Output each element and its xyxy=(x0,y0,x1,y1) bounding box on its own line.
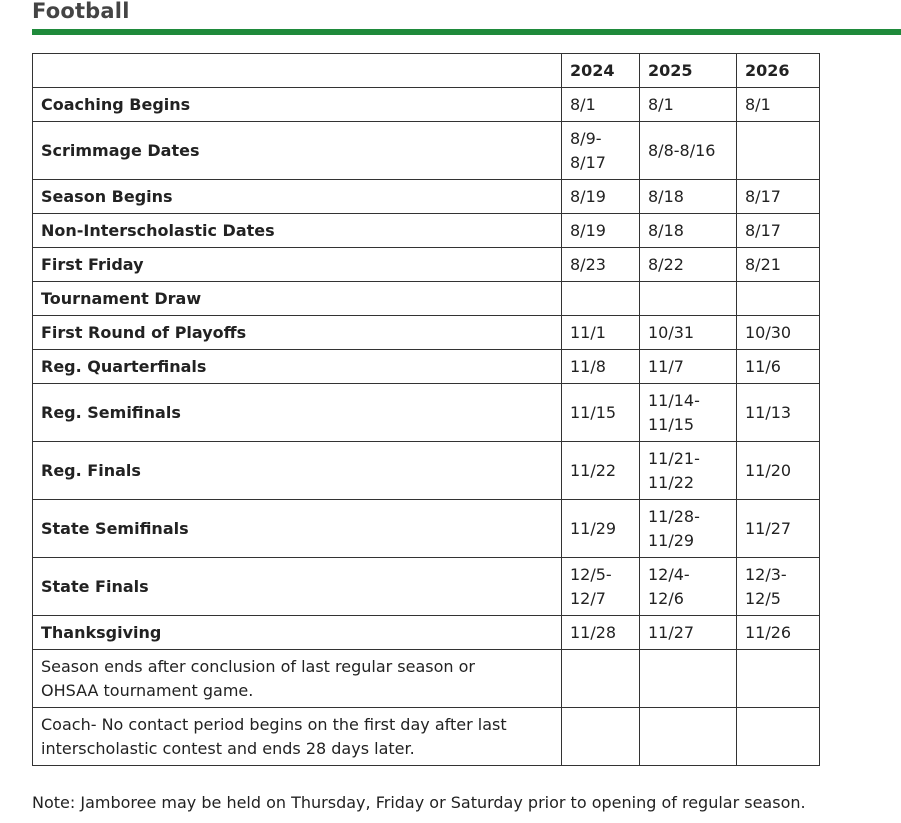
cell-2024 xyxy=(562,282,640,316)
cell-2024: 8/19 xyxy=(562,180,640,214)
cell-2025: 8/18 xyxy=(640,214,737,248)
cell-2025: 11/21- 11/22 xyxy=(640,442,737,500)
cell-2026: 10/30 xyxy=(737,316,820,350)
cell-2026: 11/6 xyxy=(737,350,820,384)
empty-cell xyxy=(562,708,640,766)
cell-2025: 10/31 xyxy=(640,316,737,350)
empty-cell xyxy=(737,650,820,708)
cell-2025: 8/18 xyxy=(640,180,737,214)
empty-cell xyxy=(737,708,820,766)
cell-2024: 12/5- 12/7 xyxy=(562,558,640,616)
row-label: State Finals xyxy=(33,558,562,616)
cell-2024: 11/15 xyxy=(562,384,640,442)
cell-2024: 11/8 xyxy=(562,350,640,384)
cell-2024: 8/23 xyxy=(562,248,640,282)
schedule-table xyxy=(32,53,820,766)
cell-2026: 11/27 xyxy=(737,500,820,558)
cell-2026 xyxy=(737,122,820,180)
cell-2024: 11/22 xyxy=(562,442,640,500)
row-label: Tournament Draw xyxy=(33,282,562,316)
row-label: Reg. Semifinals xyxy=(33,384,562,442)
empty-cell xyxy=(640,650,737,708)
row-label: Scrimmage Dates xyxy=(33,122,562,180)
empty-cell xyxy=(640,708,737,766)
cell-2026: 8/17 xyxy=(737,214,820,248)
table-row xyxy=(33,350,820,384)
cell-2025 xyxy=(640,282,737,316)
row-label: First Round of Playoffs xyxy=(33,316,562,350)
cell-2026: 11/26 xyxy=(737,616,820,650)
table-row xyxy=(33,282,820,316)
table-row xyxy=(33,500,820,558)
table-row xyxy=(33,248,820,282)
row-label: Reg. Finals xyxy=(33,442,562,500)
header-blank-cell xyxy=(33,54,562,88)
cell-2026: 11/13 xyxy=(737,384,820,442)
cell-2026: 8/1 xyxy=(737,88,820,122)
table-row xyxy=(33,558,820,616)
row-label: Reg. Quarterfinals xyxy=(33,350,562,384)
empty-cell xyxy=(562,650,640,708)
cell-2026: 8/21 xyxy=(737,248,820,282)
header-year-2025: 2025 xyxy=(640,54,737,88)
cell-2025: 11/27 xyxy=(640,616,737,650)
table-row xyxy=(33,442,820,500)
cell-2024: 11/29 xyxy=(562,500,640,558)
jamboree-footnote: Note: Jamboree may be held on Thursday, Friday or Saturday prior to opening of regular season. xyxy=(32,793,806,812)
row-label: Coaching Begins xyxy=(33,88,562,122)
table-row xyxy=(33,88,820,122)
row-label: State Semifinals xyxy=(33,500,562,558)
table-row xyxy=(33,180,820,214)
cell-2026 xyxy=(737,282,820,316)
cell-2025: 11/14- 11/15 xyxy=(640,384,737,442)
row-label: First Friday xyxy=(33,248,562,282)
cell-2024: 11/28 xyxy=(562,616,640,650)
row-label: Season Begins xyxy=(33,180,562,214)
cell-2024: 11/1 xyxy=(562,316,640,350)
note-row xyxy=(33,650,820,708)
table-row xyxy=(33,122,820,180)
cell-2025: 12/4- 12/6 xyxy=(640,558,737,616)
cell-2025: 8/8-8/16 xyxy=(640,122,737,180)
row-label: Thanksgiving xyxy=(33,616,562,650)
cell-2025: 11/28- 11/29 xyxy=(640,500,737,558)
row-label: Non-Interscholastic Dates xyxy=(33,214,562,248)
header-year-2024: 2024 xyxy=(562,54,640,88)
table-row xyxy=(33,316,820,350)
cell-2024: 8/9- 8/17 xyxy=(562,122,640,180)
table-row xyxy=(33,214,820,248)
title-divider xyxy=(32,29,901,35)
cell-2025: 8/22 xyxy=(640,248,737,282)
cell-2024: 8/19 xyxy=(562,214,640,248)
header-year-2026: 2026 xyxy=(737,54,820,88)
cell-2025: 8/1 xyxy=(640,88,737,122)
table-row xyxy=(33,616,820,650)
table-row xyxy=(33,384,820,442)
cell-2025: 11/7 xyxy=(640,350,737,384)
page-title: Football xyxy=(32,0,130,23)
note-season-ends: Season ends after conclusion of last regular season or OHSAA tournament game. xyxy=(33,650,562,708)
cell-2026: 12/3- 12/5 xyxy=(737,558,820,616)
cell-2026: 11/20 xyxy=(737,442,820,500)
note-row xyxy=(33,708,820,766)
cell-2024: 8/1 xyxy=(562,88,640,122)
note-no-contact-period: Coach- No contact period begins on the first day after last interscholastic contest and ends 28 days later. xyxy=(33,708,562,766)
table-header-row xyxy=(33,54,820,88)
cell-2026: 8/17 xyxy=(737,180,820,214)
